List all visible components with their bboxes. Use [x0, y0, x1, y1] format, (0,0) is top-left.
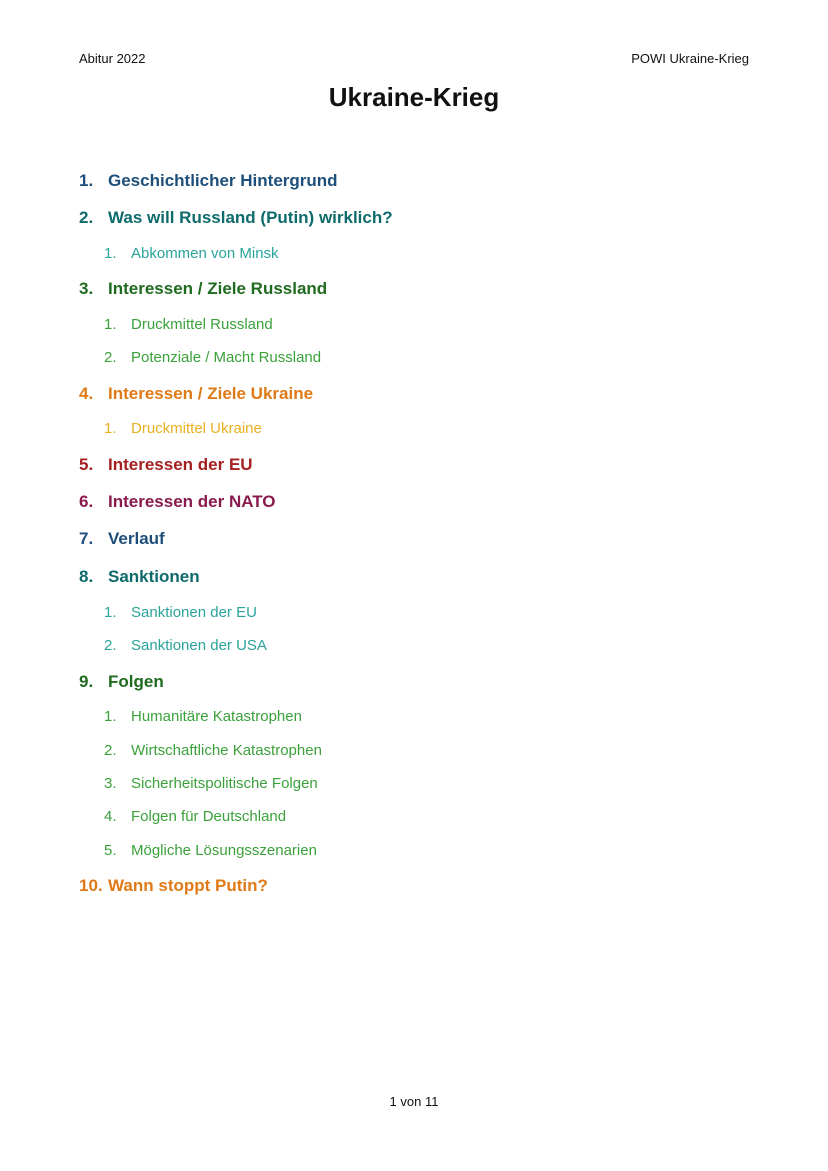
toc-item[interactable]	[79, 492, 276, 512]
toc-subitem-number: 2.	[104, 742, 117, 759]
toc-subitem[interactable]	[104, 775, 318, 793]
toc-subitem-number: 1.	[104, 708, 117, 725]
toc-subitem[interactable]	[104, 245, 279, 263]
header-right-text: POWI Ukraine-Krieg	[631, 51, 749, 66]
toc-item[interactable]	[79, 279, 327, 299]
toc-item-label: Sanktionen	[108, 567, 200, 586]
toc-subitem-label: Abkommen von Minsk	[131, 245, 279, 262]
toc-item-number: 10.	[79, 876, 103, 895]
toc-subitem-number: 1.	[104, 604, 117, 621]
toc-subitem-label: Sanktionen der EU	[131, 604, 257, 621]
toc-item-number: 3.	[79, 279, 94, 298]
toc-subitem-label: Sanktionen der USA	[131, 637, 267, 654]
toc-subitem[interactable]	[104, 316, 273, 334]
toc-subitem-label: Druckmittel Ukraine	[131, 420, 262, 437]
toc-item-number: 7.	[79, 529, 94, 548]
toc-subitem-label: Sicherheitspolitische Folgen	[131, 775, 318, 792]
toc-subitem-label: Potenziale / Macht Russland	[131, 349, 322, 366]
toc-subitem[interactable]	[104, 742, 322, 760]
page-number: 1 von 11	[389, 1094, 439, 1109]
toc-subitem-number: 2.	[104, 349, 117, 366]
toc-subitem[interactable]	[104, 637, 267, 655]
header-left-text: Abitur 2022	[79, 51, 146, 66]
toc-item-number: 4.	[79, 384, 94, 403]
toc-item-label: Interessen der EU	[108, 455, 253, 474]
toc-subitem-label: Mögliche Lösungsszenarien	[131, 842, 317, 859]
toc-item-label: Interessen / Ziele Russland	[108, 279, 328, 298]
toc-subitem[interactable]	[104, 420, 262, 438]
toc-item-label: Folgen	[108, 672, 164, 691]
toc-subitem-number: 4.	[104, 808, 117, 825]
toc-item[interactable]	[79, 529, 165, 549]
toc-subitem-number: 1.	[104, 316, 117, 333]
toc-subitem[interactable]	[104, 604, 257, 622]
toc-item-number: 9.	[79, 672, 94, 691]
toc-item-number: 1.	[79, 171, 94, 190]
toc-subitem-number: 1.	[104, 420, 117, 437]
toc-subitem-number: 3.	[104, 775, 117, 792]
toc-subitem[interactable]	[104, 349, 321, 367]
toc-subitem[interactable]	[104, 842, 317, 860]
toc-item-number: 5.	[79, 455, 94, 474]
page-title: Ukraine-Krieg	[328, 82, 500, 112]
toc-item[interactable]	[79, 384, 313, 404]
toc-item[interactable]	[79, 171, 338, 191]
toc-item[interactable]	[79, 876, 268, 896]
toc-item-number: 2.	[79, 208, 94, 227]
toc-item[interactable]	[79, 567, 200, 587]
toc-subitem[interactable]	[104, 808, 286, 826]
toc-item[interactable]	[79, 672, 164, 692]
toc-item-number: 6.	[79, 492, 94, 511]
toc-subitem-number: 2.	[104, 637, 117, 654]
toc-item-label: Was will Russland (Putin) wirklich?	[108, 208, 393, 227]
toc-subitem-number: 5.	[104, 842, 117, 859]
toc-subitem[interactable]	[104, 708, 302, 726]
toc-subitem-label: Wirtschaftliche Katastrophen	[131, 742, 322, 759]
toc-subitem-label: Druckmittel Russland	[131, 316, 273, 333]
toc-item-number: 8.	[79, 567, 94, 586]
toc-item-label: Geschichtlicher Hintergrund	[108, 171, 338, 190]
toc-item-label: Interessen der NATO	[108, 492, 276, 511]
toc-item-label: Interessen / Ziele Ukraine	[108, 384, 314, 403]
toc-item[interactable]	[79, 208, 393, 228]
toc-item-label: Verlauf	[108, 529, 165, 548]
toc-subitem-number: 1.	[104, 245, 117, 262]
toc-subitem-label: Folgen für Deutschland	[131, 808, 287, 825]
toc-item[interactable]	[79, 455, 253, 475]
toc-item-label: Wann stoppt Putin?	[108, 876, 268, 895]
toc-subitem-label: Humanitäre Katastrophen	[131, 708, 302, 725]
